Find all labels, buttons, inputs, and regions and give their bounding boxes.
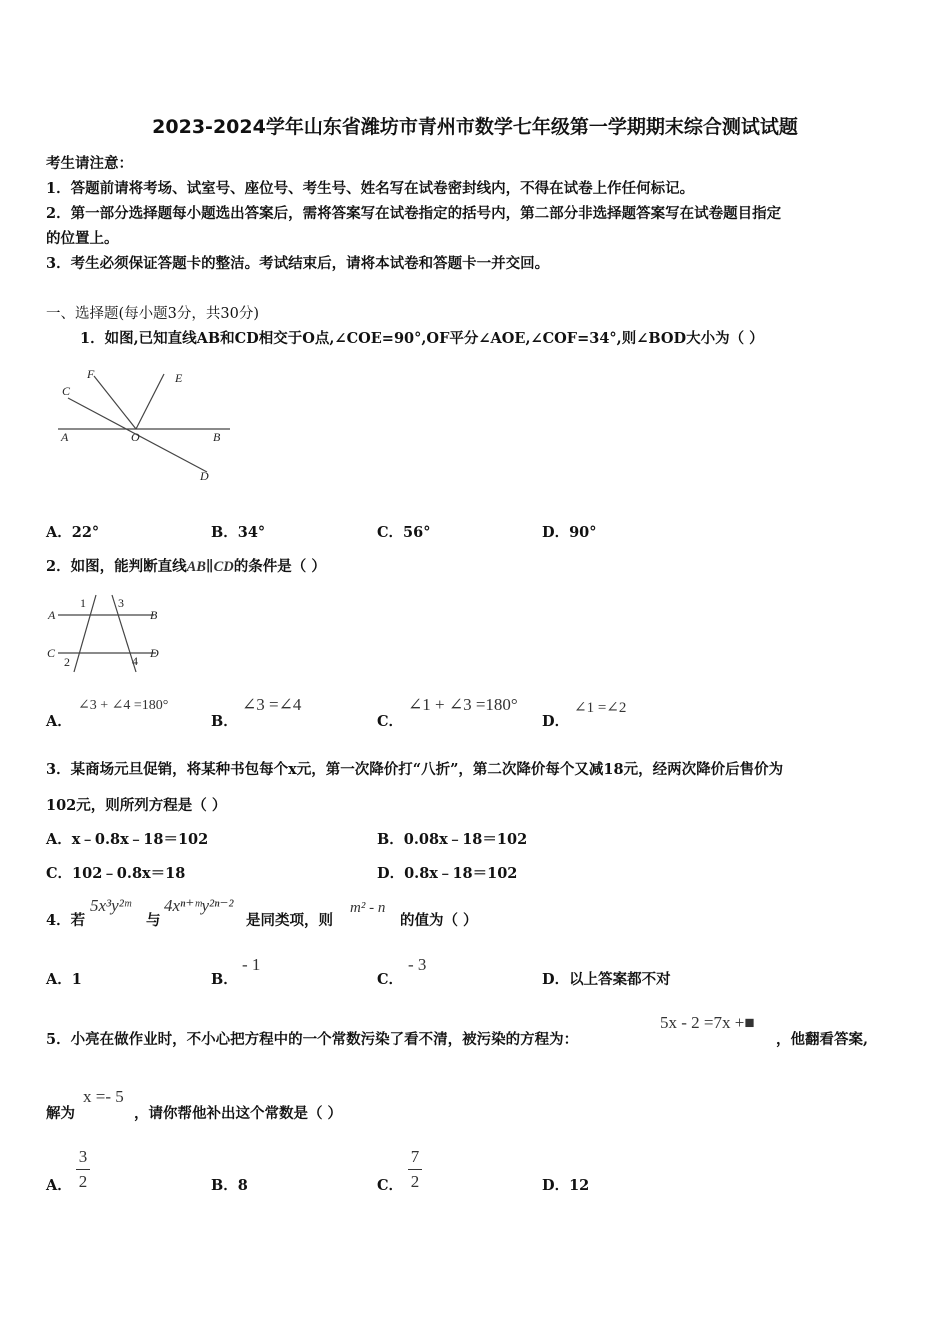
q1-option-b: B．34° bbox=[211, 524, 266, 541]
q5-equation: 5x - 2 =7x +■ bbox=[660, 1013, 755, 1032]
notice-item-2b: 的位置上。 bbox=[46, 230, 119, 247]
q3-option-c: C．102﹣0.8x＝18 bbox=[46, 865, 186, 882]
q1-label-c: C bbox=[62, 384, 71, 398]
q2-stem-pre: 2．如图，能判断直线 bbox=[46, 558, 187, 575]
notice-item-3: 3．考生必须保证答题卡的整洁。考试结束后，请将本试卷和答题卡一并交回。 bbox=[46, 255, 550, 272]
q1-option-a: A．22° bbox=[46, 524, 100, 541]
q2-option-b-math: ∠3 =∠4 bbox=[242, 695, 302, 714]
q5-solution: x =- 5 bbox=[83, 1087, 124, 1106]
q1-label-a: A bbox=[61, 430, 69, 444]
q5-option-b: B．8 bbox=[211, 1177, 248, 1194]
q2-option-a-letter: A． bbox=[46, 713, 72, 730]
q2-label-1: 1 bbox=[80, 596, 86, 610]
q3-line-2: 102元，则所列方程是（ ） bbox=[46, 797, 227, 814]
q5-option-c-numerator: 7 bbox=[410, 1147, 420, 1166]
q4-term-2: 4xⁿ⁺ᵐy²ⁿ⁻² bbox=[164, 896, 234, 915]
q2-option-d-letter: D． bbox=[542, 713, 570, 730]
q4-option-c-letter: C． bbox=[377, 971, 404, 988]
q5-line-2-pre: 解为 bbox=[46, 1105, 75, 1122]
fraction-bar bbox=[76, 1169, 90, 1170]
q5-option-a-numerator: 3 bbox=[78, 1147, 88, 1166]
notice-item-1: 1．答题前请将考场、试室号、座位号、考生号、姓名写在试卷密封线内，不得在试卷上作任何标记。 bbox=[46, 180, 695, 197]
q4-option-b-math: - 1 bbox=[242, 955, 261, 974]
q1-label-b: B bbox=[213, 430, 221, 444]
q5-line-1: 5．小亮在做作业时，不小心把方程中的一个常数污染了看不清，被污染的方程为： bbox=[46, 1031, 579, 1048]
q2-option-c-math: ∠1 + ∠3 =180° bbox=[408, 695, 518, 714]
q2-stem bbox=[46, 555, 326, 576]
q1-stem: 1．如图,已知直线AB和CD相交于O点,∠COE=90°,OF平分∠AOE,∠COF=34°,则∠BOD大小为（ ） bbox=[80, 330, 764, 347]
q5-option-a-fraction bbox=[76, 1147, 90, 1192]
q1-label-d: D bbox=[200, 469, 209, 483]
q1-figure bbox=[50, 362, 240, 487]
q5-option-d: D．12 bbox=[542, 1177, 590, 1194]
q4-post-1: 是同类项，则 bbox=[246, 912, 333, 929]
q5-line-2-post: ，请你帮他补出这个常数是（ ） bbox=[134, 1105, 343, 1122]
q2-label-d: D bbox=[150, 646, 159, 660]
q3-option-b: B．0.08x﹣18＝102 bbox=[377, 831, 528, 848]
page-title: 2023-2024学年山东省潍坊市青州市数学七年级第一学期期末综合测试试题 bbox=[152, 116, 798, 138]
q2-stem-post: 的条件是（ ） bbox=[233, 558, 326, 575]
q3-option-d: D．0.8x﹣18＝102 bbox=[377, 865, 518, 882]
q5-option-c-fraction bbox=[408, 1147, 422, 1192]
q5-line-1-post: ，他翻看答案, bbox=[776, 1031, 869, 1048]
section-heading: 一、选择题(每小题3分，共30分) bbox=[46, 306, 259, 322]
q4-option-d: D．以上答案都不对 bbox=[542, 971, 671, 988]
notice-item-2a: 2．第一部分选择题每小题选出答案后，需将答案写在试卷指定的括号内，第二部分非选择题答案写在试卷题目指定 bbox=[46, 205, 782, 222]
q2-option-d-math: ∠1 =∠2 bbox=[574, 700, 627, 716]
q1-label-e: E bbox=[175, 371, 183, 385]
q2-option-c-letter: C． bbox=[377, 713, 404, 730]
fraction-bar bbox=[408, 1169, 422, 1170]
q4-post-2: 的值为（ ） bbox=[400, 912, 478, 929]
q2-option-a-math: ∠3 + ∠4 =180° bbox=[78, 698, 169, 713]
q5-option-c-denominator: 2 bbox=[410, 1172, 420, 1191]
q2-label-c: C bbox=[47, 646, 56, 660]
q1-option-c: C．56° bbox=[377, 524, 431, 541]
q2-label-3: 3 bbox=[118, 596, 124, 610]
q2-label-a: A bbox=[48, 608, 56, 622]
q1-label-o: O bbox=[131, 430, 140, 444]
q2-figure bbox=[44, 590, 169, 675]
q4-pre: 4．若 bbox=[46, 912, 86, 929]
q1-label-f: F bbox=[87, 367, 95, 381]
q4-term-1: 5x³y²ᵐ bbox=[90, 896, 131, 915]
q4-option-a: A．1 bbox=[46, 971, 82, 988]
q4-option-c-math: - 3 bbox=[408, 955, 427, 974]
q5-option-a-denominator: 2 bbox=[78, 1172, 88, 1191]
q2-label-2: 2 bbox=[64, 655, 70, 669]
q5-option-c-letter: C． bbox=[377, 1177, 404, 1194]
q4-option-b-letter: B． bbox=[211, 971, 238, 988]
notice-heading: 考生请注意： bbox=[46, 155, 133, 172]
q3-option-a: A．x﹣0.8x﹣18＝102 bbox=[46, 831, 209, 848]
q2-label-b: B bbox=[150, 608, 158, 622]
q2-label-4: 4 bbox=[132, 654, 138, 668]
q2-stem-math: AB∥CD bbox=[186, 559, 234, 575]
q2-option-b-letter: B． bbox=[211, 713, 238, 730]
q1-option-d: D．90° bbox=[542, 524, 597, 541]
q5-option-a-letter: A． bbox=[46, 1177, 72, 1194]
q4-mid: 与 bbox=[146, 912, 161, 929]
q3-line-1: 3．某商场元旦促销，将某种书包每个x元，第一次降价打“八折”，第二次降价每个又减18元，经两次降价后售价为 bbox=[46, 761, 784, 778]
q4-expr: m² - n bbox=[350, 900, 386, 916]
